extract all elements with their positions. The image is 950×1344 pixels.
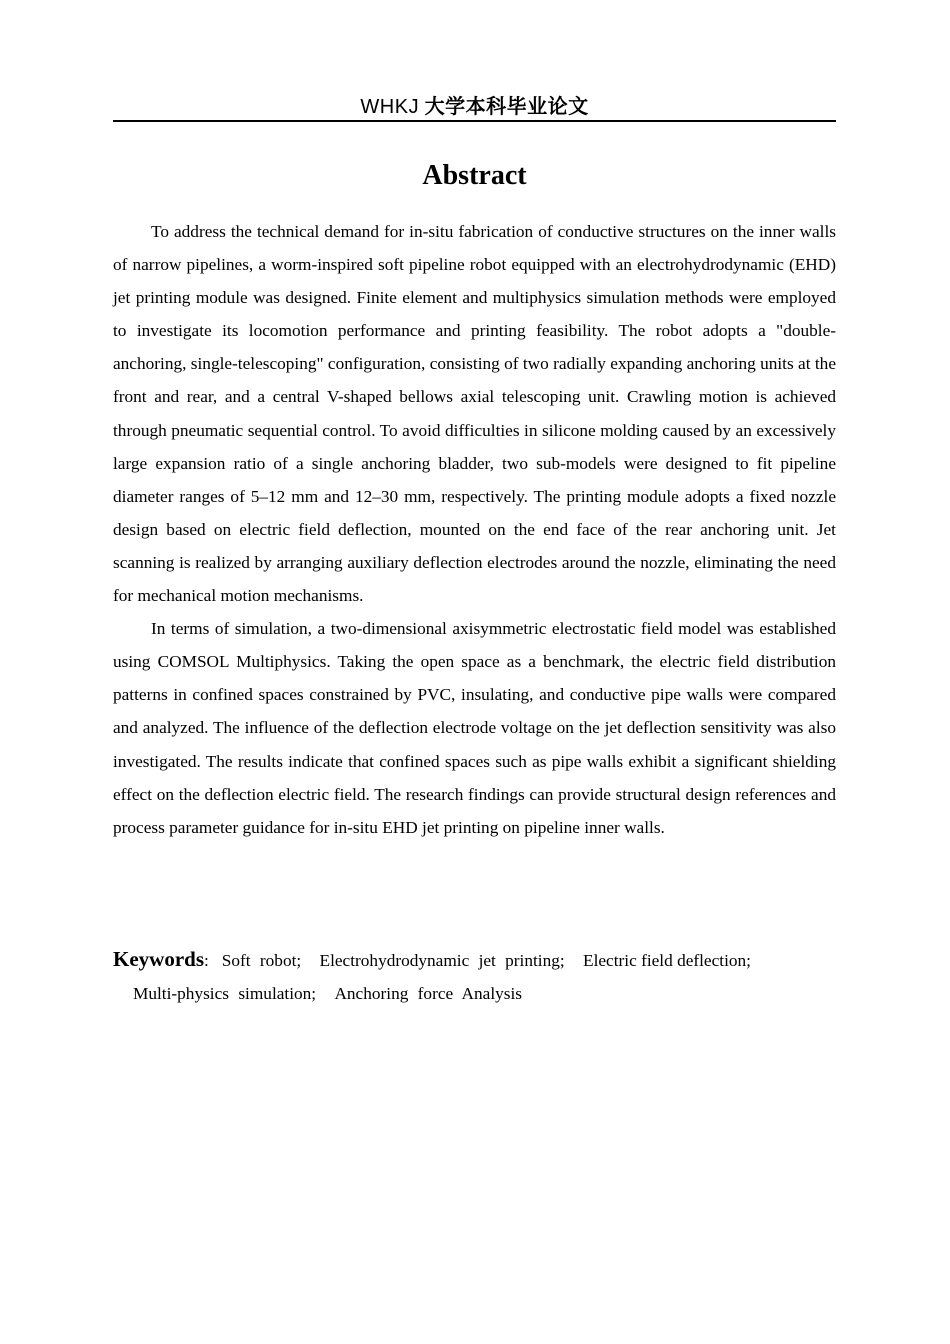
keyword-item: Soft robot: [221, 951, 297, 970]
keywords-line-1: [113, 943, 836, 977]
keywords-section: [113, 943, 836, 1010]
abstract-heading: Abstract: [422, 160, 527, 191]
keyword-separator: ;: [746, 951, 751, 970]
abstract-body: [113, 215, 836, 844]
keyword-item: Multi-physics simulation: [133, 984, 312, 1003]
keyword-item: Electric field deflection: [583, 951, 747, 970]
keywords-label: Keywords: [113, 947, 204, 971]
keyword-item: Anchoring force Analysis: [334, 984, 523, 1003]
keyword-separator: ;: [559, 951, 565, 970]
abstract-paragraph: In terms of simulation, a two-dimensional axisymmetric electrostatic field model was established using COMSOL Multiphysics. Taking the open space as a benchmark, the electric field distribution patterns in confined spaces constrained by PVC, insulating, and conductive pipe walls were compared and analyzed. The influence of the deflection electrode voltage on the jet deflection sensitivity was also investigated. The results indicate that confined spaces such as pipe walls exhibit a significant shielding effect on the deflection electric field. The research findings can provide structural design references and process parameter guidance for in-situ EHD jet printing on pipeline inner walls.: [113, 619, 836, 837]
keywords-colon: :: [204, 951, 209, 970]
header-thesis-title: 大学本科毕业论文: [424, 94, 589, 118]
abstract-paragraph: To address the technical demand for in-situ fabrication of conductive structures on the inner walls of narrow pipelines, a worm-inspired soft pipeline robot equipped with an electrohydrodynamic (EHD) jet printing module was designed. Finite element and multiphysics simulation methods were employed to investigate its locomotion performance and printing feasibility. The robot adopts a "double-anchoring, single-telescoping" configuration, consisting of two radially expanding anchoring units at the front and rear, and a central V-shaped bellows axial telescoping unit. Crawling motion is achieved through pneumatic sequential control. To avoid difficulties in silicone molding caused by an excessively large expansion ratio of a single anchoring bladder, two sub-models were designed to fit pipeline diameter ranges of 5–12 mm and 12–30 mm, respectively. The printing module adopts a fixed nozzle design based on electric field deflection, mounted on the end face of the rear anchoring unit. Jet scanning is realized by arranging auxiliary deflection electrodes around the nozzle, eliminating the need for mechanical motion mechanisms.: [113, 222, 836, 606]
keyword-separator: ;: [296, 951, 302, 970]
keyword-separator: ;: [311, 984, 317, 1003]
keywords-line-2: [113, 977, 836, 1010]
header-institution-code: WHKJ: [360, 96, 420, 118]
keyword-item: Electrohydrodynamic jet printing: [319, 951, 560, 970]
running-header: [113, 92, 836, 122]
